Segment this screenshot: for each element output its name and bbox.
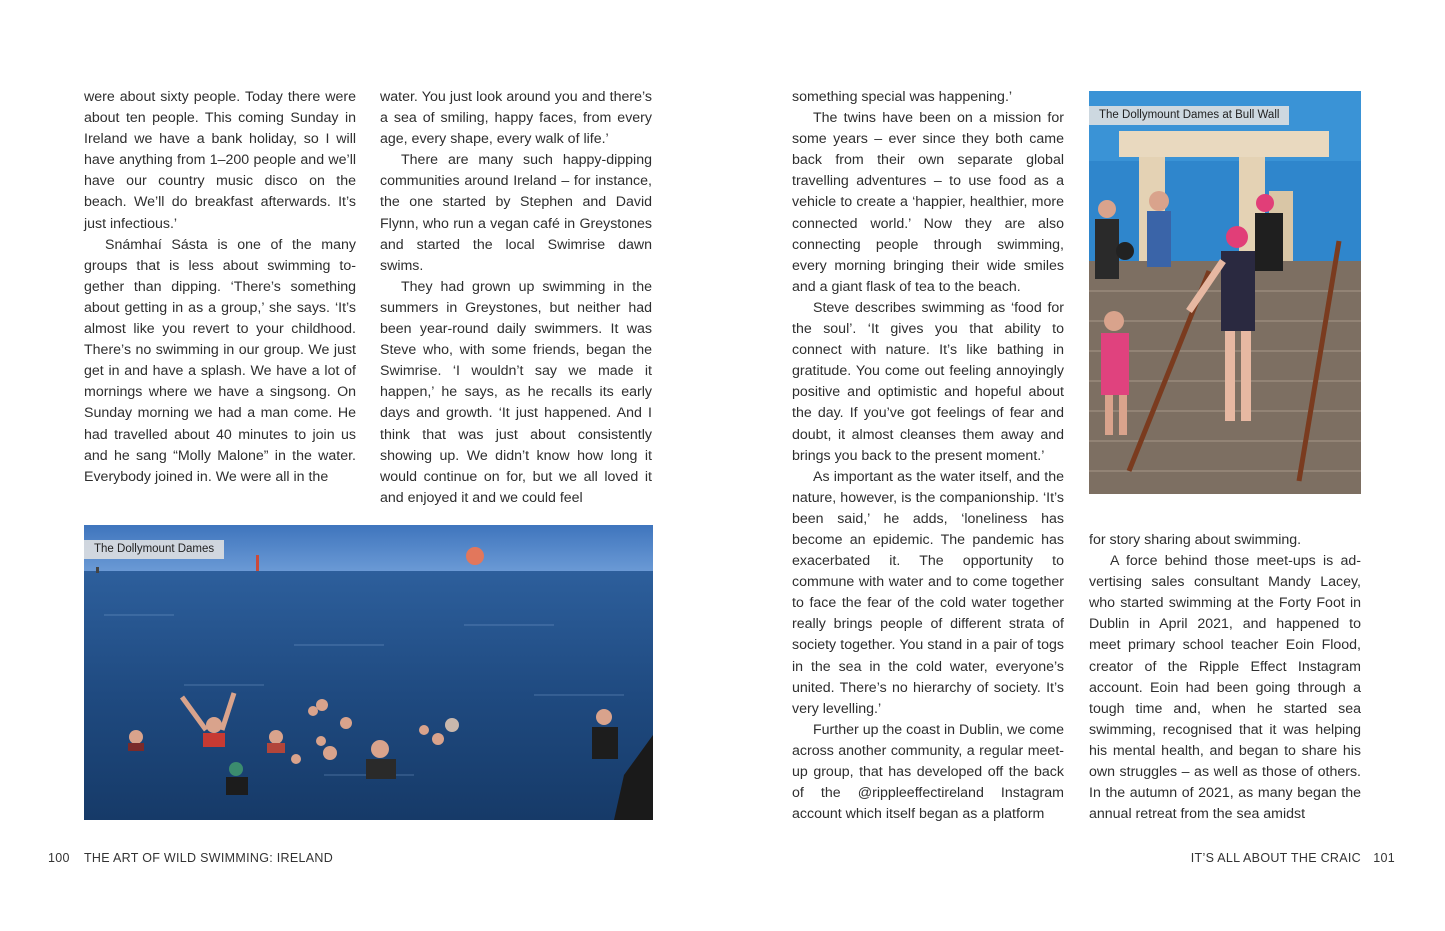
bull-wall-stairs-photo <box>1089 91 1361 494</box>
paragraph: There are many such happy-dipping communities around Ireland – for instance, the one started by Stephen and David Flynn, who run a vegan café in Greystones and started the local Swimrise dawn swims. <box>380 152 652 274</box>
sea-photo-illustration <box>84 525 653 820</box>
sun-shape <box>466 547 484 565</box>
paragraph: Snámhaí Sásta is one of the many groups that is less about swimming together than dipping. ‘There’s something about getting in as a group,’ she says. ‘It’s almost like you revert to your childhood. There’s no swimming in our group. We just get in and have a splash. We have a lot of mornings where we have a singsong. On Sunday morning we had a man come. He had travelled about 40 minutes to join us and he sang “Molly Malone” in the water. Everybody joined in. We were all in the <box>84 236 356 485</box>
paragraph: Further up the coast in Dublin, we come across another community, a regular meet-up group, that has developed off the back of the @rippleeffectireland Instagram account which itself began as a platform <box>792 721 1064 823</box>
left-column-1 <box>84 87 356 488</box>
stairs-photo-caption: The Dollymount Dames at Bull Wall <box>1089 106 1289 125</box>
sea-swimmers-photo <box>84 525 653 820</box>
right-column-1 <box>792 87 1064 825</box>
sea-photo-caption: The Dollymount Dames <box>84 540 224 559</box>
running-head-right: IT’S ALL ABOUT THE CRAIC <box>1190 851 1361 865</box>
paragraph: The twins have been on a mission for some years – ever since they both came back from their own separate global travelling adventures – to use food as a vehicle to create a ‘happier, healthier, more connected world.’ Now they are also connecting people through swimming, every morning bringing their wide smiles and a giant flask of tea to the beach. <box>792 110 1064 295</box>
running-head-left: THE ART OF WILD SWIMMING: IRELAND <box>84 851 334 865</box>
paragraph: something special was happening.’ <box>792 89 1013 105</box>
page-number-right: 101 <box>1373 851 1395 865</box>
right-column-2 <box>1089 530 1361 825</box>
paragraph: They had grown up swimming in the summers in Greystones, but neither had been year-round daily swimmers. It was Steve who, with some friends, began the Swimrise. ‘I wouldn’t say we made it happen,’ he says, as he recalls its early days and growth. ‘It just happened. And I think that was just about consistently showing up. We didn’t know how long it would continue on for, but we all loved it and enjoyed it and we could feel <box>380 278 652 506</box>
paragraph: for story sharing about swimming. <box>1089 532 1302 548</box>
left-column-2 <box>380 87 652 509</box>
page-number-left: 100 <box>48 851 70 865</box>
paragraph: As important as the water itself, and the nature, however, is the companionship. ‘It’s been said,’ he adds, ‘loneliness has become an epidemic. The pandemic has exacerbated it. The opportunity to commune with water and to come together to face the fear of the cold water together really brings people of different strata of society together. You stand in a pair of togs in the sea in the cold water, everyone’s united. There’s no hierarchy of society. It’s very levelling.’ <box>792 468 1064 717</box>
stairs-photo-illustration <box>1089 91 1361 494</box>
paragraph: A force behind those meet-ups is advertising sales consultant Mandy Lacey, who started swimming at the Forty Foot in Dublin in April 2021, and happened to meet primary school teacher Eoin Flood, creator of the Ripple Effect Instagram account. Eoin had been going through a tough time and, when he started sea swimming, recognised that it was helping his mental health, and began to share his own struggles – as well as those of others. In the autumn of 2021, as many began the annual retreat from the sea amidst <box>1089 553 1361 823</box>
paragraph: water. You just look around you and there’s a sea of smiling, happy faces, from every age, every shape, every walk of life.’ <box>380 89 652 148</box>
paragraph: were about sixty people. Today there were about ten people. This coming Sunday in Ireland we have a bank holiday, so I will have anything from 1–200 people and we’ll have our country music disco on the beach. We’ll do breakfast afterwards. It’s just infectious.’ <box>84 89 356 232</box>
paragraph: Steve describes swimming as ‘food for the soul’. ‘It gives you that ability to connect with nature. It’s like bathing in gratitude. You come out feeling annoyingly positive and optimistic and hopeful about the day. If you’ve got feelings of fear and doubt, it almost cleanses them away and brings you back to the present moment.’ <box>792 299 1064 464</box>
